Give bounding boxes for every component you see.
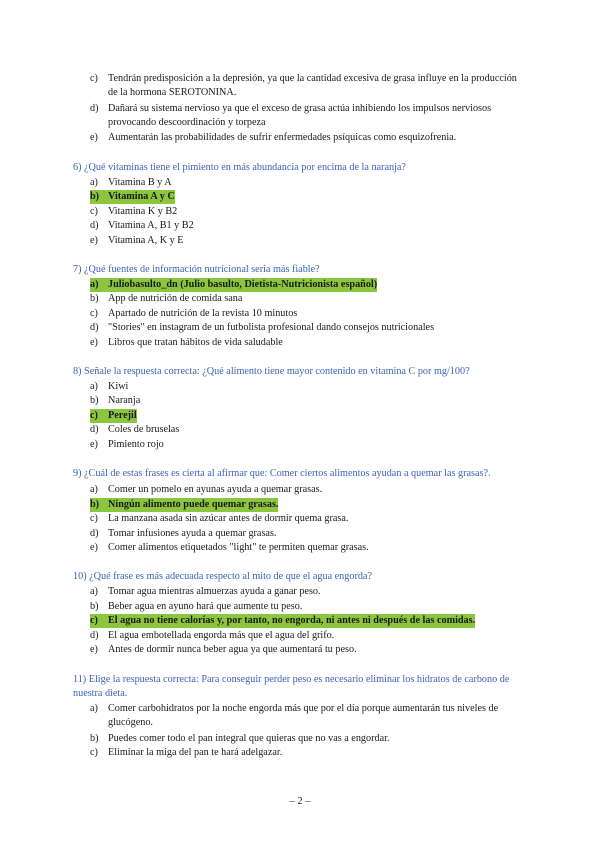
option-letter: d) (90, 424, 99, 435)
option-letter: d) (90, 630, 99, 641)
option-text: Naranja (108, 395, 141, 406)
option-letter: c) (90, 206, 98, 217)
option-text: El agua embotellada engorda más que el agua del grifo. (108, 630, 335, 641)
option-text: Dañará su sistema nervioso ya que el exceso de grasa actúa inhibiendo los impulsos nerviosos provocando descoordinación y torpeza (108, 103, 492, 128)
option-text: El agua no tiene calorías y, por tanto, no engorda, ni antes ni después de las comidas. (108, 615, 476, 626)
question-6: 6) ¿Qué vitaminas tiene el pimiento en más abundancia por encima de la naranja? (73, 162, 406, 173)
option-text: Puedes comer todo el pan integral que quieras que no vas a engordar. (108, 733, 390, 744)
option-text: Eliminar la miga del pan te hará adelgazar. (108, 747, 283, 758)
option-text: Comer carbohidratos por la noche engorda más que por el día porque aumentarán tus niveles de glucógeno. (108, 703, 499, 728)
option-letter: a) (90, 484, 98, 495)
option-letter: c) (90, 409, 108, 423)
option-letter: c) (90, 614, 108, 628)
option-text: Apartado de nutrición de la revista 10 minutos (108, 308, 298, 319)
option-text: Vitamina B y A (108, 177, 172, 188)
option-letter: e) (90, 439, 98, 450)
option-letter: a) (90, 278, 108, 292)
option-letter: b) (90, 190, 108, 204)
option-text: Vitamina K y B2 (108, 206, 178, 217)
option-letter: b) (90, 293, 99, 304)
option-letter: d) (90, 528, 99, 539)
option-text: Kiwi (108, 381, 129, 392)
option-letter: d) (90, 322, 99, 333)
option-text: Comer un pomelo en ayunas ayuda a quemar grasas. (108, 484, 323, 495)
option-letter: e) (90, 132, 98, 143)
option-text: Libros que tratan hábitos de vida saludable (108, 337, 283, 348)
option-letter: e) (90, 644, 98, 655)
option-letter: d) (90, 103, 99, 114)
option-text: Juliobasulto_dn (Julio basulto, Dietista-Nutricionista español) (108, 279, 378, 290)
page-number: – 2 – (289, 796, 311, 807)
question-7: 7) ¿Qué fuentes de información nutricional sería más fiable? (73, 264, 320, 275)
option-text: Coles de bruselas (108, 424, 180, 435)
option-letter: c) (90, 73, 98, 84)
option-text: Antes de dormir nunca beber agua ya que aumentará tu peso. (108, 644, 357, 655)
option-text: App de nutrición de comida sana (108, 293, 243, 304)
option-text: Tendrán predisposición a la depresión, ya que la cantidad excesiva de grasa influye en la producción de la hormona SEROTONINA. (108, 73, 517, 98)
option-text: Vitamina A, B1 y B2 (108, 220, 194, 231)
option-letter: a) (90, 381, 98, 392)
option-letter: c) (90, 747, 98, 758)
question-10: 10) ¿Qué frase es más adecuada respecto al mito de que el agua engorda? (73, 571, 372, 582)
option-text: "Stories" en instagram de un futbolista profesional dando consejos nutricionales (108, 322, 435, 333)
option-text: Vitamina A, K y E (108, 235, 184, 246)
option-text: Tomar agua mientras almuerzas ayuda a ganar peso. (108, 586, 321, 597)
option-text: Pimiento rojo (108, 439, 164, 450)
option-text: Comer alimentos etiquetados "light" te permiten quemar grasas. (108, 542, 369, 553)
option-letter: c) (90, 513, 98, 524)
option-letter: e) (90, 542, 98, 553)
option-text: Ningún alimento puede quemar grasas. (108, 499, 279, 510)
option-letter: e) (90, 337, 98, 348)
question-9: 9) ¿Cuál de estas frases es cierta al afirmar que: Comer ciertos alimentos ayudan a quemar las grasas?. (73, 468, 491, 479)
option-letter: e) (90, 235, 98, 246)
option-letter: c) (90, 308, 98, 319)
option-letter: b) (90, 733, 99, 744)
option-letter: a) (90, 586, 98, 597)
option-text: Tomar infusiones ayuda a quemar grasas. (108, 528, 277, 539)
option-text: Vitamina A y C (108, 191, 175, 202)
question-8: 8) Señale la respuesta correcta: ¿Qué alimento tiene mayor contenido en vitamina C por mg/100? (73, 366, 470, 377)
option-letter: b) (90, 498, 108, 512)
option-text: La manzana asada sin azúcar antes de dormir quema grasa. (108, 513, 349, 524)
option-letter: a) (90, 177, 98, 188)
option-letter: b) (90, 395, 99, 406)
option-letter: a) (90, 703, 98, 714)
option-text: Perejil (108, 410, 137, 421)
option-letter: d) (90, 220, 99, 231)
option-letter: b) (90, 601, 99, 612)
option-text: Beber agua en ayuno hará que aumente tu peso. (108, 601, 303, 612)
question-11: 11) Elige la respuesta correcta: Para conseguir perder peso es necesario eliminar los hidratos de carbono de nuestra dieta. (73, 674, 510, 699)
option-text: Aumentarán las probabilidades de sufrir enfermedades psíquicas como esquizofrenia. (108, 132, 457, 143)
